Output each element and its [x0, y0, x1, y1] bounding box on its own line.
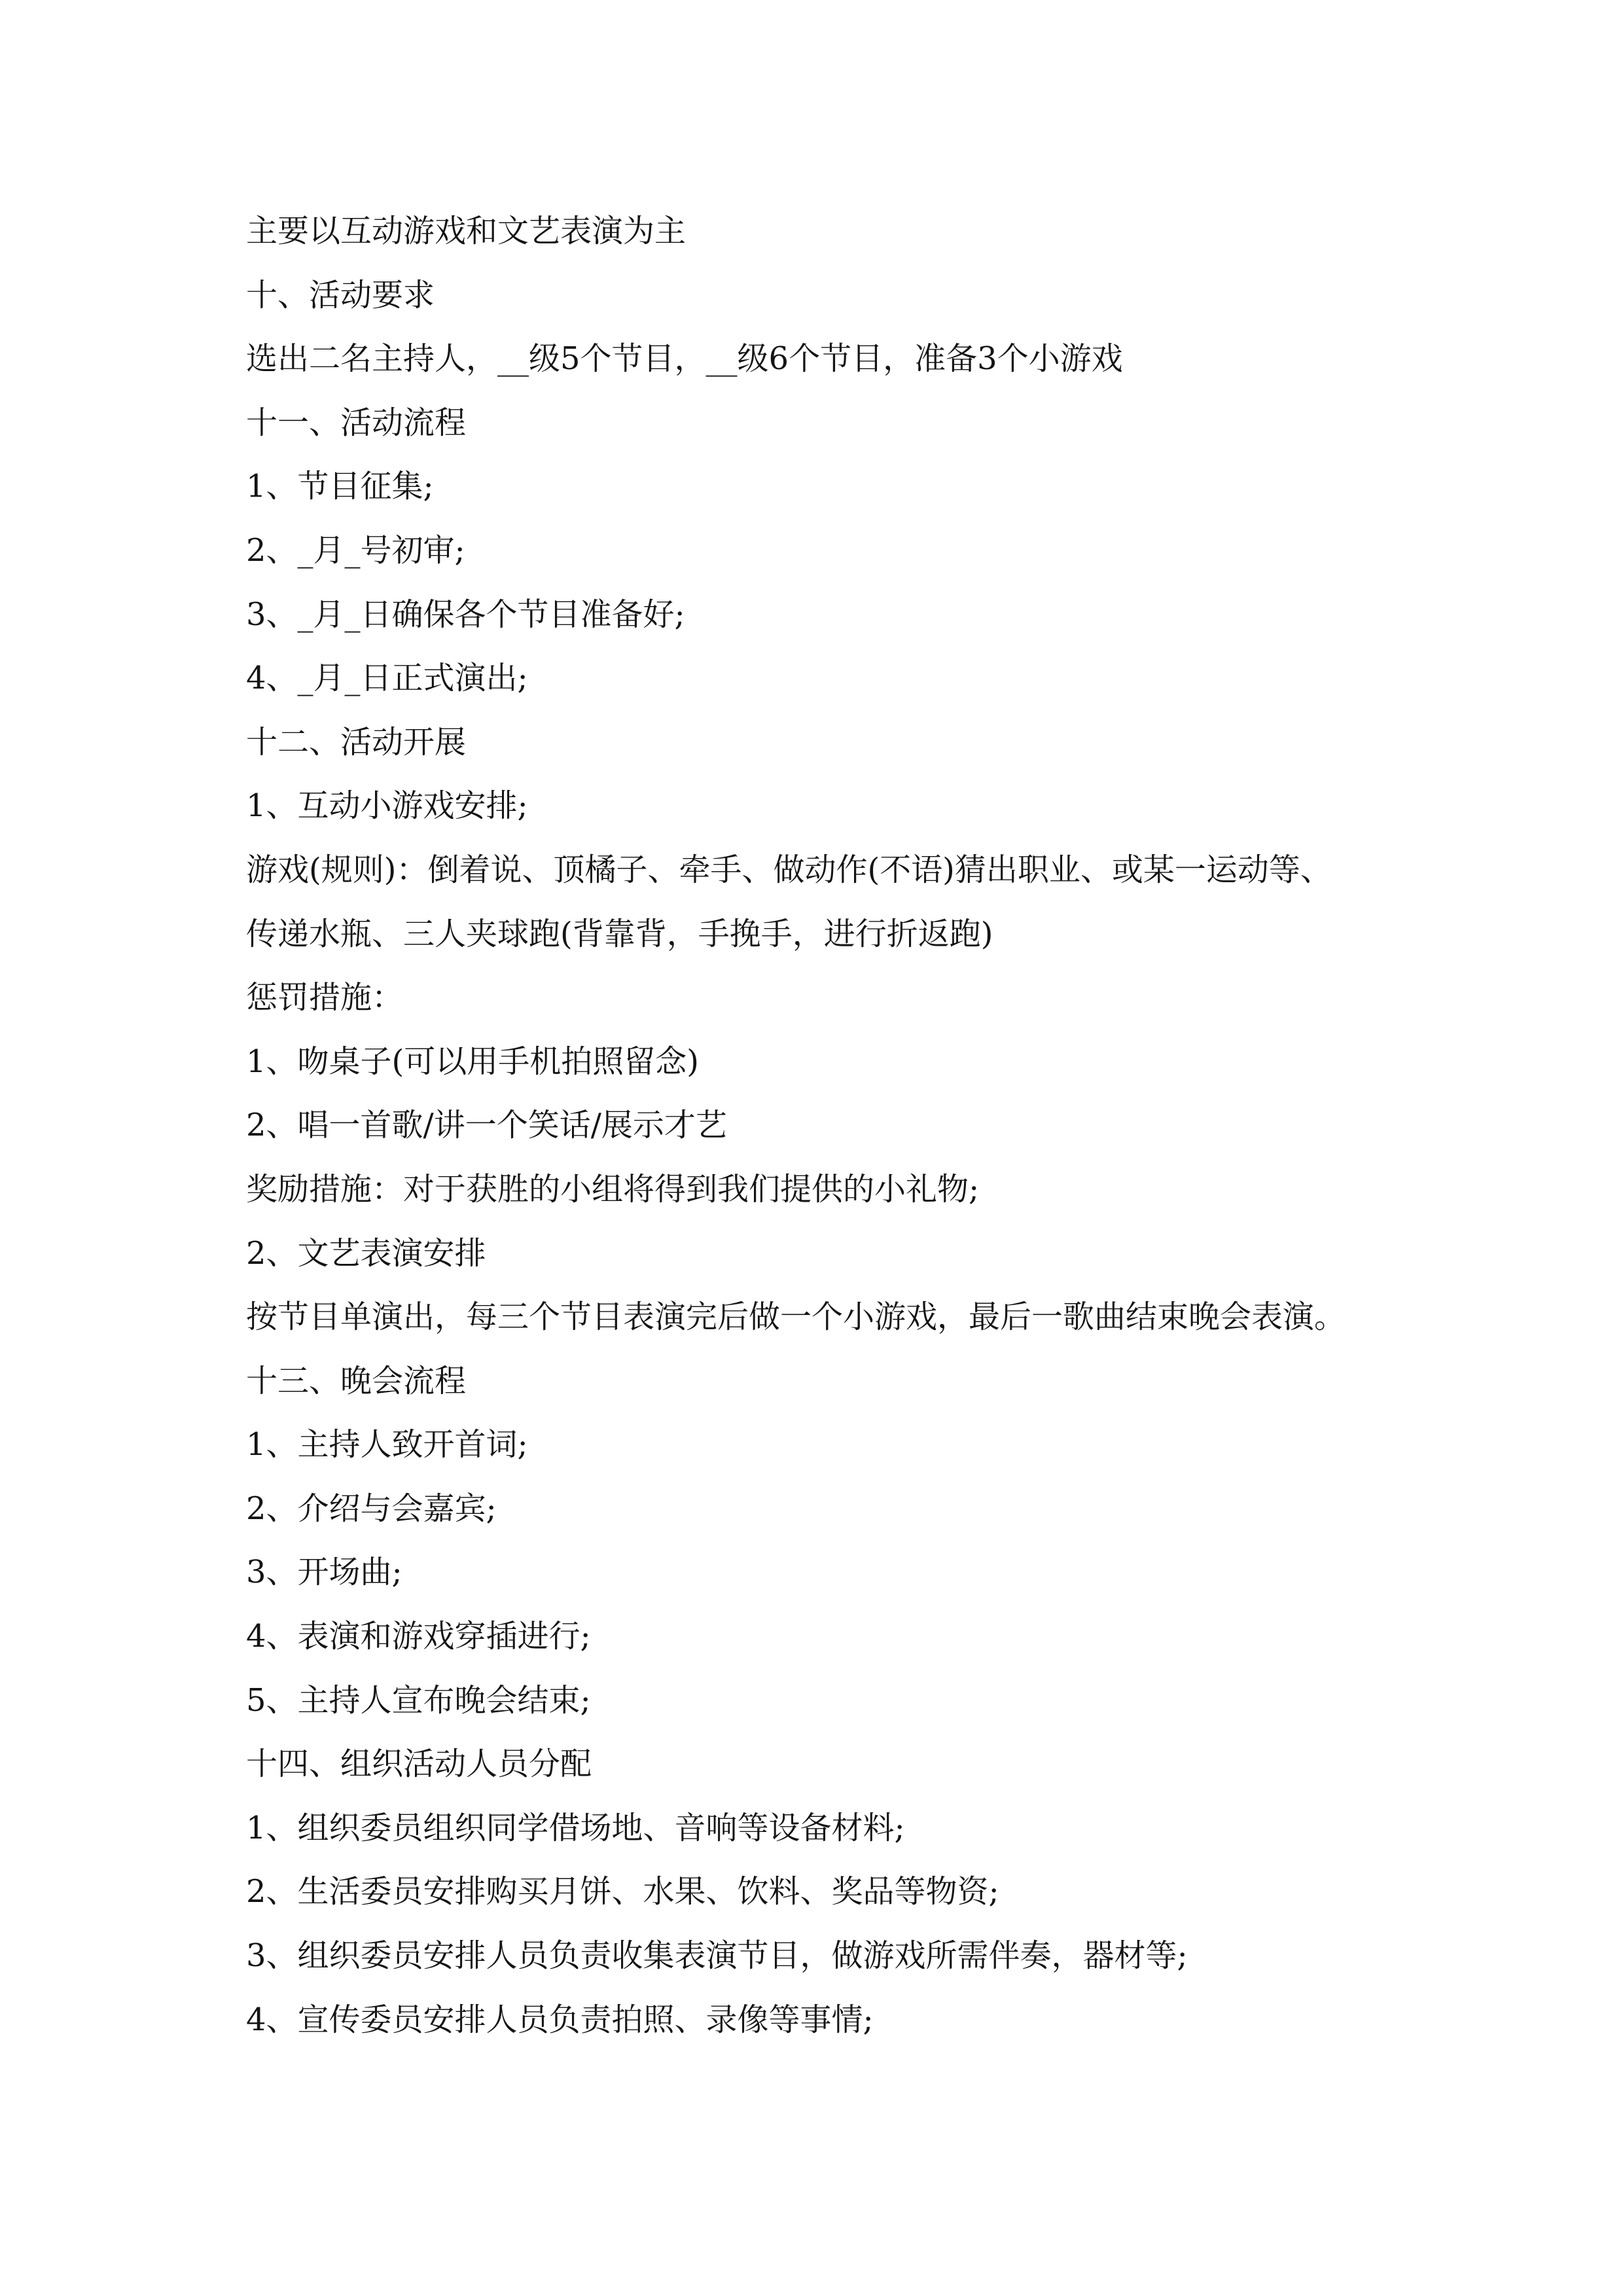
text-line: 惩罚措施：	[246, 979, 404, 1016]
list-item: 3、组织委员安排人员负责收集表演节目，做游戏所需伴奏，器材等;	[246, 1937, 1188, 1975]
section-heading: 十二、活动开展	[246, 723, 467, 761]
list-item: 1、节目征集;	[246, 468, 434, 505]
text-line: 选出二名主持人，__级5个节目，__级6个节目，准备3个小游戏	[246, 340, 1123, 378]
list-item: 4、宣传委员安排人员负责拍照、录像等事情;	[246, 2001, 874, 2038]
list-item: 1、吻桌子(可以用手机拍照留念)	[246, 1043, 699, 1080]
list-item: 2、介绍与会嘉宾;	[246, 1490, 497, 1527]
list-item: 2、文艺表演安排	[246, 1234, 486, 1272]
section-heading: 十一、活动流程	[246, 404, 467, 441]
list-item: 1、组织委员组织同学借场地、音响等设备材料;	[246, 1809, 905, 1846]
section-heading: 十、活动要求	[246, 276, 435, 314]
list-item: 2、_月_号初审;	[246, 531, 465, 569]
list-item: 5、主持人宣布晚会结束;	[246, 1681, 591, 1719]
list-item: 3、开场曲;	[246, 1554, 402, 1591]
section-heading: 十三、晚会流程	[246, 1362, 467, 1399]
list-item: 1、主持人致开首词;	[246, 1426, 528, 1463]
list-item: 3、_月_日确保各个节目准备好;	[246, 596, 685, 633]
text-line: 按节目单演出，每三个节目表演完后做一个小游戏，最后一歌曲结束晚会表演。	[246, 1299, 1346, 1336]
list-item: 1、互动小游戏安排;	[246, 787, 528, 825]
list-item: 2、唱一首歌/讲一个笑话/展示才艺	[246, 1107, 727, 1144]
text-line: 游戏(规则)：倒着说、顶橘子、牵手、做动作(不语)猜出职业、或某一运动等、	[246, 851, 1332, 888]
list-item: 2、生活委员安排购买月饼、水果、饮料、奖品等物资;	[246, 1873, 999, 1910]
text-line: 奖励措施：对于获胜的小组将得到我们提供的小礼物;	[246, 1170, 980, 1208]
list-item: 4、_月_日正式演出;	[246, 660, 528, 697]
section-heading: 十四、组织活动人员分配	[246, 1746, 592, 1783]
text-line: 主要以互动游戏和文艺表演为主	[246, 213, 687, 249]
text-line: 传递水瓶、三人夹球跑(背靠背，手挽手，进行折返跑)	[246, 915, 993, 952]
document-body	[246, 200, 1424, 2052]
list-item: 4、表演和游戏穿插进行;	[246, 1618, 591, 1655]
